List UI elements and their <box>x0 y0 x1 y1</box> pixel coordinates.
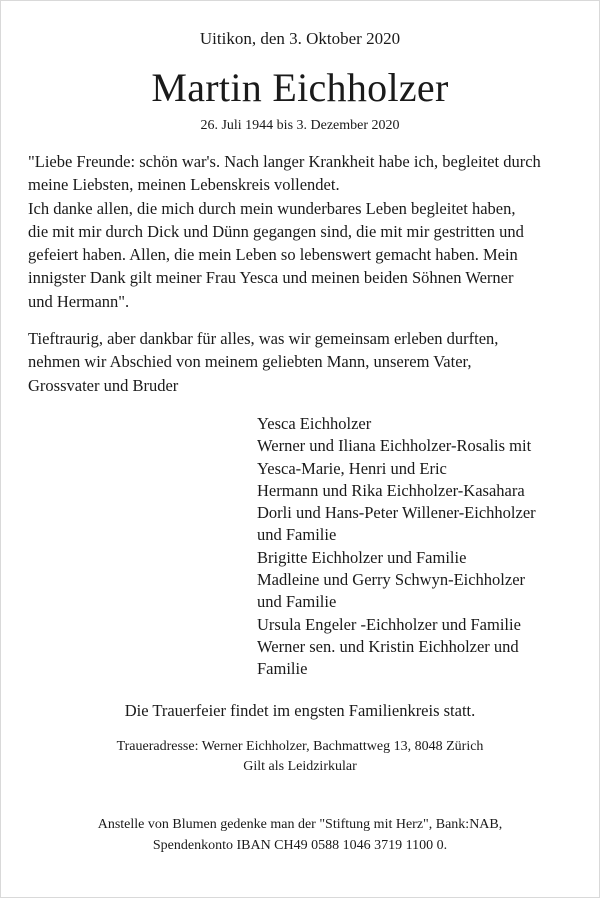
quote-line: Ich danke allen, die mich durch mein wunderbares Leben begleitet haben, <box>28 198 516 218</box>
mourner-line: Hermann und Rika Eichholzer-Kasahara <box>257 480 525 500</box>
donation-notice <box>0 814 600 856</box>
mourner-line: Werner und Iliana Eichholzer-Rosalis mit <box>257 436 532 456</box>
mourner-line: Yesca-Marie, Henri und Eric <box>257 458 447 478</box>
mourner-line: und Familie <box>257 592 337 612</box>
quote-line: "Liebe Freunde: schön war's. Nach langer Krankheit habe ich, begleitet durch <box>28 152 541 171</box>
quote-text <box>28 150 588 313</box>
donation-line: Spendenkonto IBAN CH49 0588 1046 3719 1100 0. <box>152 838 448 853</box>
farewell-text <box>28 327 588 397</box>
quote-line: die mit mir durch Dick und Dünn gegangen sind, die mit mir gestritten und <box>28 221 524 241</box>
farewell-line: nehmen wir Abschied von meinem geliebten Mann, unserem Vater, <box>28 352 472 372</box>
deceased-name: Martin Eichholzer <box>151 65 449 110</box>
place-date: Uitikon, den 3. Oktober 2020 <box>199 29 401 48</box>
mourner-line: Madleine und Gerry Schwyn-Eichholzer <box>257 570 526 590</box>
mourner-line: Brigitte Eichholzer und Familie <box>257 547 467 567</box>
life-dates: 26. Juli 1944 bis 3. Dezember 2020 <box>200 118 400 133</box>
mourner-line: Yesca Eichholzer <box>257 414 372 433</box>
circular-notice: Gilt als Leidzirkular <box>243 759 357 774</box>
quote-line: innigster Dank gilt meiner Frau Yesca und meinen beiden Söhnen Werner <box>28 268 514 288</box>
donation-line: Anstelle von Blumen gedenke man der "Stiftung mit Herz", Bank:NAB, <box>97 817 503 832</box>
quote-line: und Hermann". <box>28 291 130 311</box>
farewell-line: Tieftraurig, aber dankbar für alles, was wir gemeinsam erleben durften, <box>28 329 499 348</box>
mourning-address: Traueradresse: Werner Eichholzer, Bachmattweg 13, 8048 Zürich <box>116 739 484 754</box>
farewell-line: Grossvater und Bruder <box>28 375 179 395</box>
ceremony-notice: Die Trauerfeier findet im engsten Familienkreis statt. <box>124 701 476 720</box>
mourner-line: Werner sen. und Kristin Eichholzer und <box>257 636 519 656</box>
quote-line: gefeiert haben. Allen, die mein Leben so lebenswert gemacht haben. Mein <box>28 245 518 265</box>
mourner-line: und Familie <box>257 525 337 545</box>
mourner-line: Familie <box>257 659 308 679</box>
quote-line: meine Liebsten, meinen Lebenskreis vollendet. <box>28 175 340 195</box>
mourner-line: Dorli und Hans-Peter Willener-Eichholzer <box>257 503 536 523</box>
mourners-list <box>257 413 592 681</box>
mourner-line: Ursula Engeler -Eichholzer und Familie <box>257 614 521 634</box>
